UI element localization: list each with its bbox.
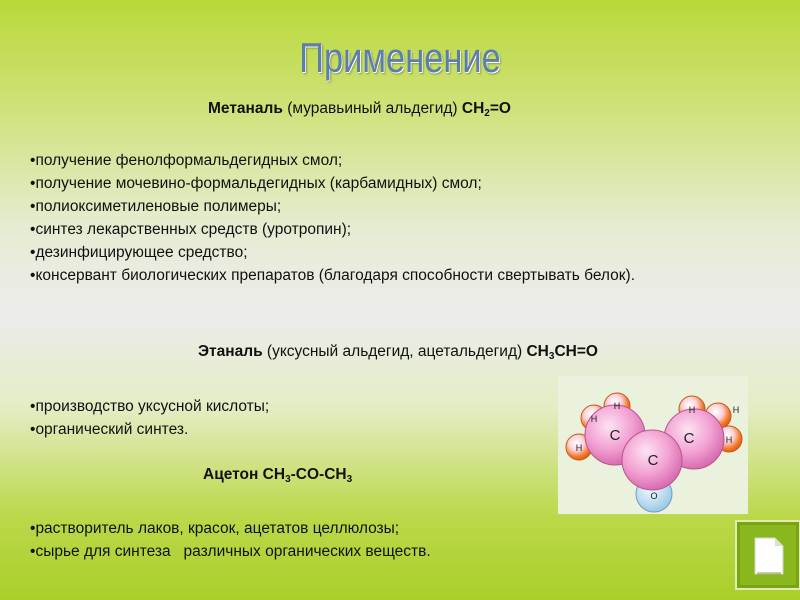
ethanal-uses-list [30,395,530,441]
list-item: • синтез лекарственных средств (уротропин); [30,218,750,241]
hydrogen-label: H [725,435,733,445]
carbon-label: C [683,430,695,447]
list-item: • сырье для синтеза различных органических веществ. [30,540,730,563]
methanal-formula: $CH_2=O$ [461,100,511,119]
methanal-uses-list [30,149,750,287]
methanal-name: Метаналь [208,100,283,117]
list-item: • органический синтез. [30,418,530,441]
hydrogen-label: H [613,401,621,411]
list-item: • дезинфицирующее средство; [30,241,750,264]
acetone-uses-list [30,517,730,563]
hydrogen-label: H [688,405,696,415]
molecule-svg [558,376,748,514]
list-item: • полиоксиметиленовые полимеры; [30,195,750,218]
hydrogen-label: H [732,405,740,415]
page-icon[interactable] [735,520,800,590]
methanal-heading [208,100,511,119]
hydrogen-label: H [575,443,583,453]
carbon-label: C [609,427,621,444]
list-item: • получение фенолформальдегидных смол; [30,149,750,172]
ethanal-formula: $CH_3CH=O$ [526,343,598,362]
hydrogen-label: H [590,414,598,424]
ethanal-desc: (уксусный альдегид, ацетальдегид) [262,343,527,360]
page-title: Применение [299,34,501,81]
acetone-formula: $CH_3-CO-CH_3$ [258,466,353,485]
acetone-name: Ацетон [203,466,259,483]
list-item: • получение мочевино-формальдегидных (карбамидных) смол; [30,172,750,195]
list-item: • консервант биологических препаратов (благодаря способности свертывать белок). [30,264,750,287]
acetaldehyde-molecule-model [558,376,748,514]
methanal-desc: (муравьиный альдегид) [282,100,462,117]
ethanal-name: Этаналь [198,343,263,360]
document-icon [737,522,799,588]
oxygen-label: O [650,491,658,501]
carbon-label: C [647,452,659,469]
acetone-heading [203,466,352,485]
list-item: • растворитель лаков, красок, ацетатов целлюлозы; [30,517,730,540]
list-item: • производство уксусной кислоты; [30,395,530,418]
ethanal-heading [198,343,598,362]
